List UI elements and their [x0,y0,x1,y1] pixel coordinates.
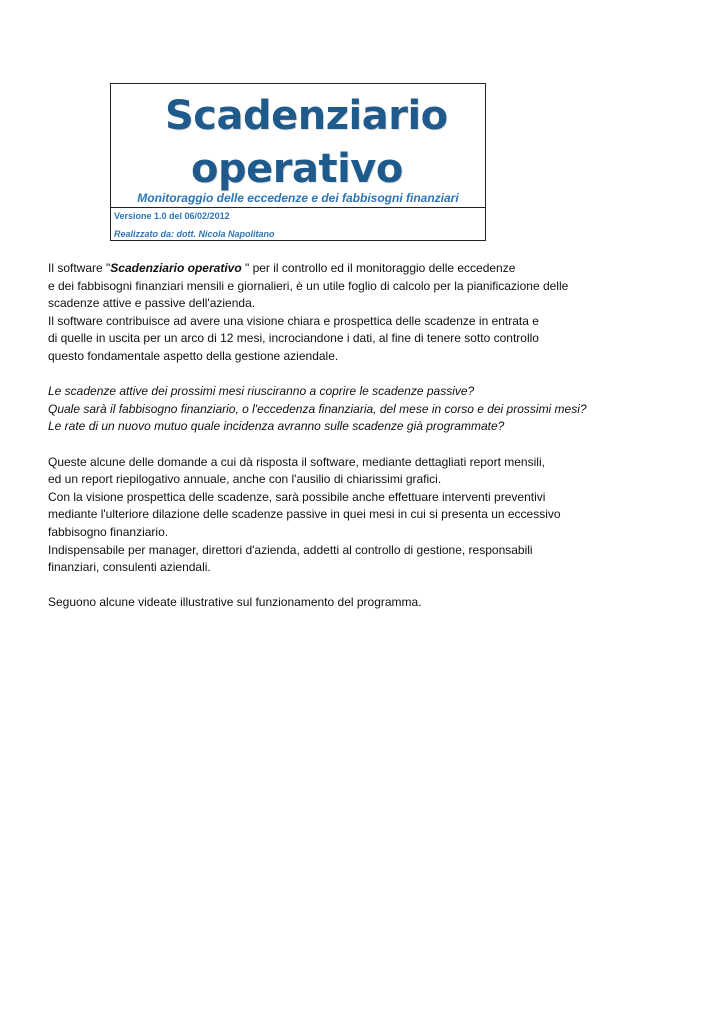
paragraph-gap [48,436,668,454]
software-name: Scadenziario operativo [110,261,242,275]
question-line: Le scadenze attive dei prossimi mesi riusciranno a coprire le scadenze passive? [48,384,475,399]
title-line-1: Scadenziario [165,93,448,139]
intro-first-line [48,260,668,278]
intro-line: questo fondamentale aspetto della gestione aziendale. [48,348,339,363]
body-line: finanziari, consulenti aziendali. [48,560,211,575]
body-line: fabbisogno finanziario. [48,524,169,539]
intro-line: Il software contribuisce ad avere una visione chiara e prospettica delle scadenze in entrata e [48,313,539,328]
body-line: Queste alcune delle domande a cui dà risposta il software, mediante dettagliati report mensili, [48,454,545,469]
intro-line: scadenze attive e passive dell'azienda. [48,296,256,311]
paragraph-gap [48,577,668,595]
intro-prefix: Il software " [48,261,111,275]
body-line: ed un report riepilogativo annuale, anche con l'ausilio di chiarissimi grafici. [48,472,442,487]
intro-line: e dei fabbisogni finanziari mensili e giornalieri, è un utile foglio di calcolo per la pianificazione delle [48,278,569,293]
author-text: Realizzato da: dott. Nicola Napolitano [114,229,275,239]
paragraph-gap [48,366,668,384]
body-line: mediante l'ulteriore dilazione delle scadenze passive in quei mesi in cui si presenta un eccessivo [48,507,561,522]
document-body [48,260,668,612]
title-line-2: operativo [191,146,403,192]
closing-line: Seguono alcune videate illustrative sul funzionamento del programma. [48,595,422,610]
header-box [110,83,486,241]
body-line: Con la visione prospettica delle scadenze, sarà possibile anche effettuare interventi preventivi [48,489,546,504]
question-line: Quale sarà il fabbisogno finanziario, o l'eccedenza finanziaria, del mese in corso e dei prossimi mesi? [48,401,587,416]
body-line: Indispensabile per manager, direttori d'azienda, addetti al controllo di gestione, responsabili [48,542,533,557]
question-line: Le rate di un nuovo mutuo quale incidenza avranno sulle scadenze già programmate? [48,419,505,434]
header-divider [111,207,485,208]
version-text: Versione 1.0 del 06/02/2012 [114,211,230,221]
subtitle: Monitoraggio delle eccedenze e dei fabbisogni finanziari [137,191,459,205]
intro-suffix: " per il controllo ed il monitoraggio delle eccedenze [241,261,516,275]
intro-line: di quelle in uscita per un arco di 12 mesi, incrociandone i dati, al fine di tenere sotto controllo [48,331,539,346]
